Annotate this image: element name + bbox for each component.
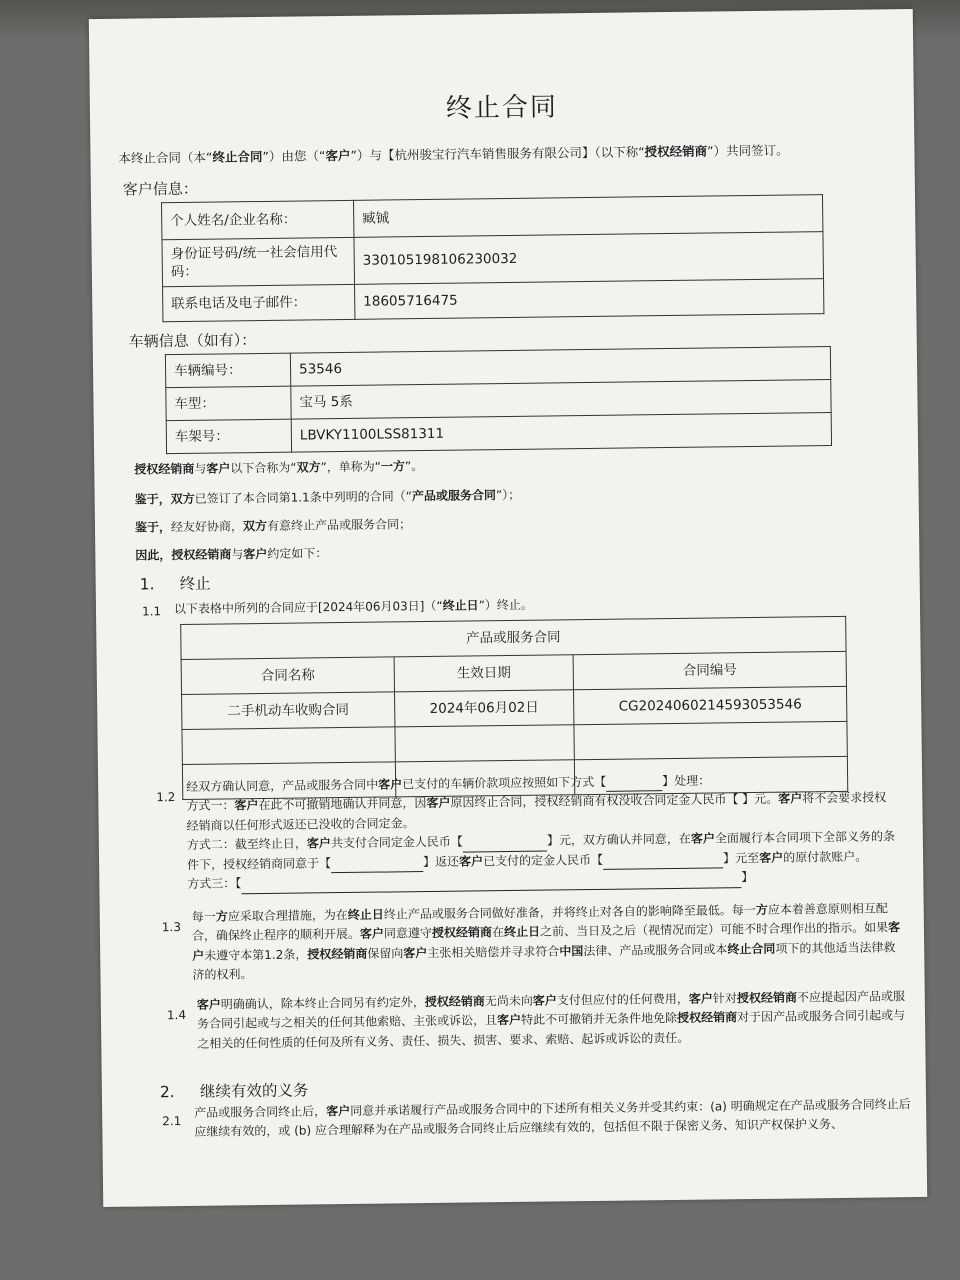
customer-contact-value: 18605716475 bbox=[355, 279, 824, 320]
customer-name-label: 个人姓名/企业名称： bbox=[162, 200, 354, 239]
text: 与 bbox=[231, 547, 244, 562]
text: 应采取合理措施，为在 bbox=[227, 907, 348, 924]
bold-term: 方 bbox=[215, 909, 228, 924]
bold-term: 双方 bbox=[170, 491, 195, 507]
section-2-title: 继续有效的义务 bbox=[199, 1081, 309, 1101]
text: 】 bbox=[741, 870, 754, 885]
text: 每一 bbox=[191, 909, 216, 924]
bold-term: 客户 bbox=[403, 945, 428, 961]
bold-term: 双方 bbox=[242, 518, 268, 534]
vehicle-vin-label: 车架号： bbox=[166, 419, 291, 454]
bold-term: 客户 bbox=[192, 920, 901, 963]
intro-term: 客户 bbox=[325, 147, 351, 164]
bold-term: 一方 bbox=[380, 459, 406, 474]
vehicle-model-value: 宝马 5系 bbox=[291, 380, 831, 420]
contract-table-caption: 产品或服务合同 bbox=[181, 616, 846, 659]
bold-term: 客户 bbox=[496, 1013, 522, 1028]
bold-term: 客户 bbox=[688, 991, 713, 1006]
customer-info-table bbox=[161, 194, 824, 322]
intro-text: ”）共同签订。 bbox=[707, 142, 789, 159]
table-row bbox=[162, 232, 824, 287]
text: 不应提起因产品或服务合同引起或与之相关的任何其他索赔、主张或诉讼，且 bbox=[196, 989, 906, 1032]
header-contract-number: 合同编号 bbox=[573, 651, 846, 689]
text: 全面履行本合同项下全部义务的条件下，授权经销商同意于【 bbox=[187, 829, 896, 872]
text: 】元至 bbox=[723, 850, 760, 866]
customer-id-value: 330105198106230032 bbox=[354, 232, 824, 285]
bold-term: 授权经销商 bbox=[307, 946, 368, 962]
text: 主张相关赔偿并寻求符合 bbox=[427, 944, 560, 960]
table-row bbox=[163, 279, 824, 322]
intro-text: ”）由您（“ bbox=[262, 148, 326, 164]
bold-term: 终止日 bbox=[442, 598, 479, 613]
bold-term: 产品或服务合同 bbox=[411, 488, 497, 504]
recital-therefore bbox=[135, 544, 327, 566]
text: 特此不可撤销并无条件地免除 bbox=[520, 1011, 678, 1028]
intro-term: 授权经销商 bbox=[644, 143, 708, 160]
clause-1-4-number: 1.4 bbox=[166, 1007, 187, 1023]
intro-paragraph bbox=[118, 141, 788, 169]
text: 同意遵守 bbox=[383, 926, 433, 941]
section-2-number: 2. bbox=[159, 1083, 175, 1102]
intro-text: ”）与【杭州骏宝行汽车销售服务有限公司】（以下称“ bbox=[350, 144, 645, 163]
text: 在 bbox=[491, 925, 505, 940]
bold-term: 终止日 bbox=[347, 907, 384, 922]
vehicle-model-label: 车型： bbox=[166, 386, 291, 421]
bold-term: 中国 bbox=[559, 943, 584, 959]
bold-term: 授权经销商 bbox=[424, 994, 485, 1010]
document-title: 终止合同 bbox=[445, 92, 559, 124]
text: 无尚未向 bbox=[484, 993, 533, 1009]
clause-2-1-number: 2.1 bbox=[162, 1114, 182, 1129]
bold-term: 客户 bbox=[459, 854, 484, 869]
bold-term: 客户 bbox=[778, 791, 803, 807]
cell-empty bbox=[182, 727, 395, 765]
text: 将不会要求授权经销商以任何形式返还已没收的合同定金。 bbox=[186, 790, 887, 833]
text: 】元，双方确认并同意，在 bbox=[546, 832, 691, 848]
recital-parties bbox=[134, 457, 423, 480]
bold-term: 客户 bbox=[378, 777, 403, 792]
text: 经双方确认同意，产品或服务合同中 bbox=[186, 777, 379, 794]
text: 保留向 bbox=[367, 946, 404, 961]
clause-1-1-text bbox=[174, 596, 533, 620]
vehicle-vin-value: LBVKY1100LSS81311 bbox=[291, 413, 831, 453]
bold-term: 授权经销商 bbox=[134, 461, 195, 477]
intro-text: 本终止合同（本“ bbox=[118, 149, 213, 166]
bold-term: 因此，授权经销商 bbox=[135, 547, 232, 563]
cell-effective-date: 2024年06月02日 bbox=[395, 690, 574, 727]
text: 同意并承诺履行产品或服务合同中的下述所有相关义务并受其约束：(a) 明确规定在产品或服务合同终止后应继续有效的，或 (b) 应合理解释为在产品或服务合同终止后应继续有效的，包括但不限于保密义务、知识产权保护义务、 bbox=[194, 1097, 911, 1140]
text: ”）终止。 bbox=[478, 597, 533, 613]
cell-empty bbox=[395, 725, 574, 762]
text: 有意终止产品或服务合同； bbox=[266, 517, 412, 533]
vehicle-info-table bbox=[165, 346, 832, 454]
text: 产品或服务合同终止后， bbox=[194, 1104, 327, 1120]
bold-term: 授权经销商 bbox=[431, 925, 493, 941]
recital-whereas-2 bbox=[135, 515, 411, 538]
vehicle-number-label: 车辆编号： bbox=[165, 353, 290, 388]
text: 经友好协商， bbox=[170, 519, 244, 535]
text: 】返还 bbox=[423, 854, 460, 869]
bold-term: 鉴于， bbox=[134, 492, 171, 507]
text: 方式二：截至终止日， bbox=[186, 836, 307, 853]
bold-term: 客户 bbox=[426, 796, 451, 811]
bold-term: 客户 bbox=[690, 831, 715, 847]
blank-field bbox=[463, 850, 547, 852]
text: 方式三：【 bbox=[187, 876, 242, 892]
section-1-title: 终止 bbox=[179, 574, 211, 594]
text: 共支付合同定金人民币【 bbox=[330, 834, 463, 851]
text: 对于因产品或服务合同引起或与之相关的任何性质的任何及所有义务、责任、损失、损害、要求、索赔、起诉或诉讼的责任。 bbox=[197, 1008, 906, 1051]
clause-1-2-text bbox=[186, 769, 897, 894]
text: ”，单称为“ bbox=[320, 459, 382, 475]
text: 与 bbox=[194, 461, 207, 476]
bold-term: 鉴于， bbox=[134, 520, 172, 535]
cell-contract-number: CG2024060214593053546 bbox=[574, 686, 847, 724]
cell-contract-name: 二手机动车收购合同 bbox=[182, 692, 395, 730]
text: 项下的其他适当法律救济的权利。 bbox=[192, 940, 896, 983]
clause-1-1-number: 1.1 bbox=[141, 604, 162, 619]
bold-term: 客户 bbox=[306, 836, 331, 851]
table-row bbox=[166, 413, 831, 454]
text: ”）； bbox=[495, 487, 521, 503]
text: 约定如下： bbox=[267, 546, 328, 561]
bold-term: 授权经销商 bbox=[736, 990, 798, 1006]
text: 已签订了本合同第1.1条中列明的合同（“ bbox=[194, 489, 413, 506]
text: 终止产品或服务合同做好准备，并将终止对各自的影响降至最低。每一 bbox=[383, 902, 756, 922]
text: 】处理： bbox=[662, 773, 711, 789]
recital-whereas-1 bbox=[135, 486, 521, 510]
text: 的原付款账户。 bbox=[783, 849, 868, 865]
section-1-number: 1. bbox=[139, 575, 155, 594]
text: 之前、当日及之后（视情况而定）可能不时合理作出的指示。如果 bbox=[539, 920, 889, 940]
text: 已支付的定金人民币【 bbox=[483, 852, 604, 869]
customer-contact-label: 联系电话及电子邮件： bbox=[163, 284, 355, 321]
bold-term: 终止合同 bbox=[727, 941, 776, 957]
bold-term: 客户 bbox=[206, 461, 231, 476]
bold-term: 授权经销商 bbox=[676, 1010, 738, 1026]
clause-1-3-number: 1.3 bbox=[161, 920, 182, 935]
text: ”。 bbox=[404, 459, 424, 474]
vehicle-number-value: 53546 bbox=[290, 347, 830, 387]
customer-id-label: 身份证号码/统一社会信用代码： bbox=[162, 237, 355, 286]
text: 应本着善意原则相互配合，确保终止程序的顺利开展。 bbox=[191, 901, 888, 944]
text: 明确确认，除本终止合同另有约定外， bbox=[220, 995, 425, 1012]
blank-field bbox=[241, 887, 741, 894]
bold-term: 客户 bbox=[359, 926, 385, 942]
cell-empty bbox=[574, 721, 847, 759]
text: 已支付的车辆价款项应按照如下方式【 bbox=[402, 774, 607, 792]
text: 以下合称为“ bbox=[230, 460, 297, 476]
text: 针对 bbox=[712, 991, 737, 1006]
document-page bbox=[89, 9, 927, 1207]
text: 未遵守本第1.2条， bbox=[204, 947, 308, 963]
text: 方式一： bbox=[186, 798, 235, 814]
header-contract-name: 合同名称 bbox=[181, 657, 394, 695]
bold-term: 客户 bbox=[326, 1103, 351, 1119]
text: 法律、产品或服务合同或本 bbox=[583, 942, 728, 958]
bold-term: 双方 bbox=[296, 460, 321, 475]
text: 支付但应付的任何费用， bbox=[556, 991, 689, 1008]
bold-term: 客户 bbox=[532, 993, 557, 1008]
text: 以下表格中所列的合同应于[2024年06月03日]（“ bbox=[173, 598, 443, 617]
customer-name-value: 臧铖 bbox=[354, 195, 823, 238]
text: 在此不可撤销地确认并同意，因 bbox=[258, 796, 427, 813]
clause-2-1-text bbox=[194, 1095, 916, 1143]
customer-info-heading: 客户信息： bbox=[122, 179, 198, 199]
bold-term: 方 bbox=[755, 902, 768, 917]
intro-term: 终止合同 bbox=[212, 148, 263, 165]
clause-1-3-text bbox=[192, 899, 905, 985]
vehicle-info-heading: 车辆信息（如有）： bbox=[128, 331, 257, 351]
header-effective-date: 生效日期 bbox=[394, 655, 573, 692]
bold-term: 客户 bbox=[234, 798, 259, 813]
clause-1-2-number: 1.2 bbox=[156, 790, 176, 805]
text: 原因终止合同，授权经销商有权没收合同定金人民币【 】元。 bbox=[450, 792, 779, 811]
bold-term: 客户 bbox=[243, 546, 268, 562]
bold-term: 客户 bbox=[196, 997, 221, 1012]
clause-1-4-text bbox=[197, 987, 908, 1054]
bold-term: 终止日 bbox=[503, 925, 541, 940]
bold-term: 客户 bbox=[759, 850, 784, 865]
